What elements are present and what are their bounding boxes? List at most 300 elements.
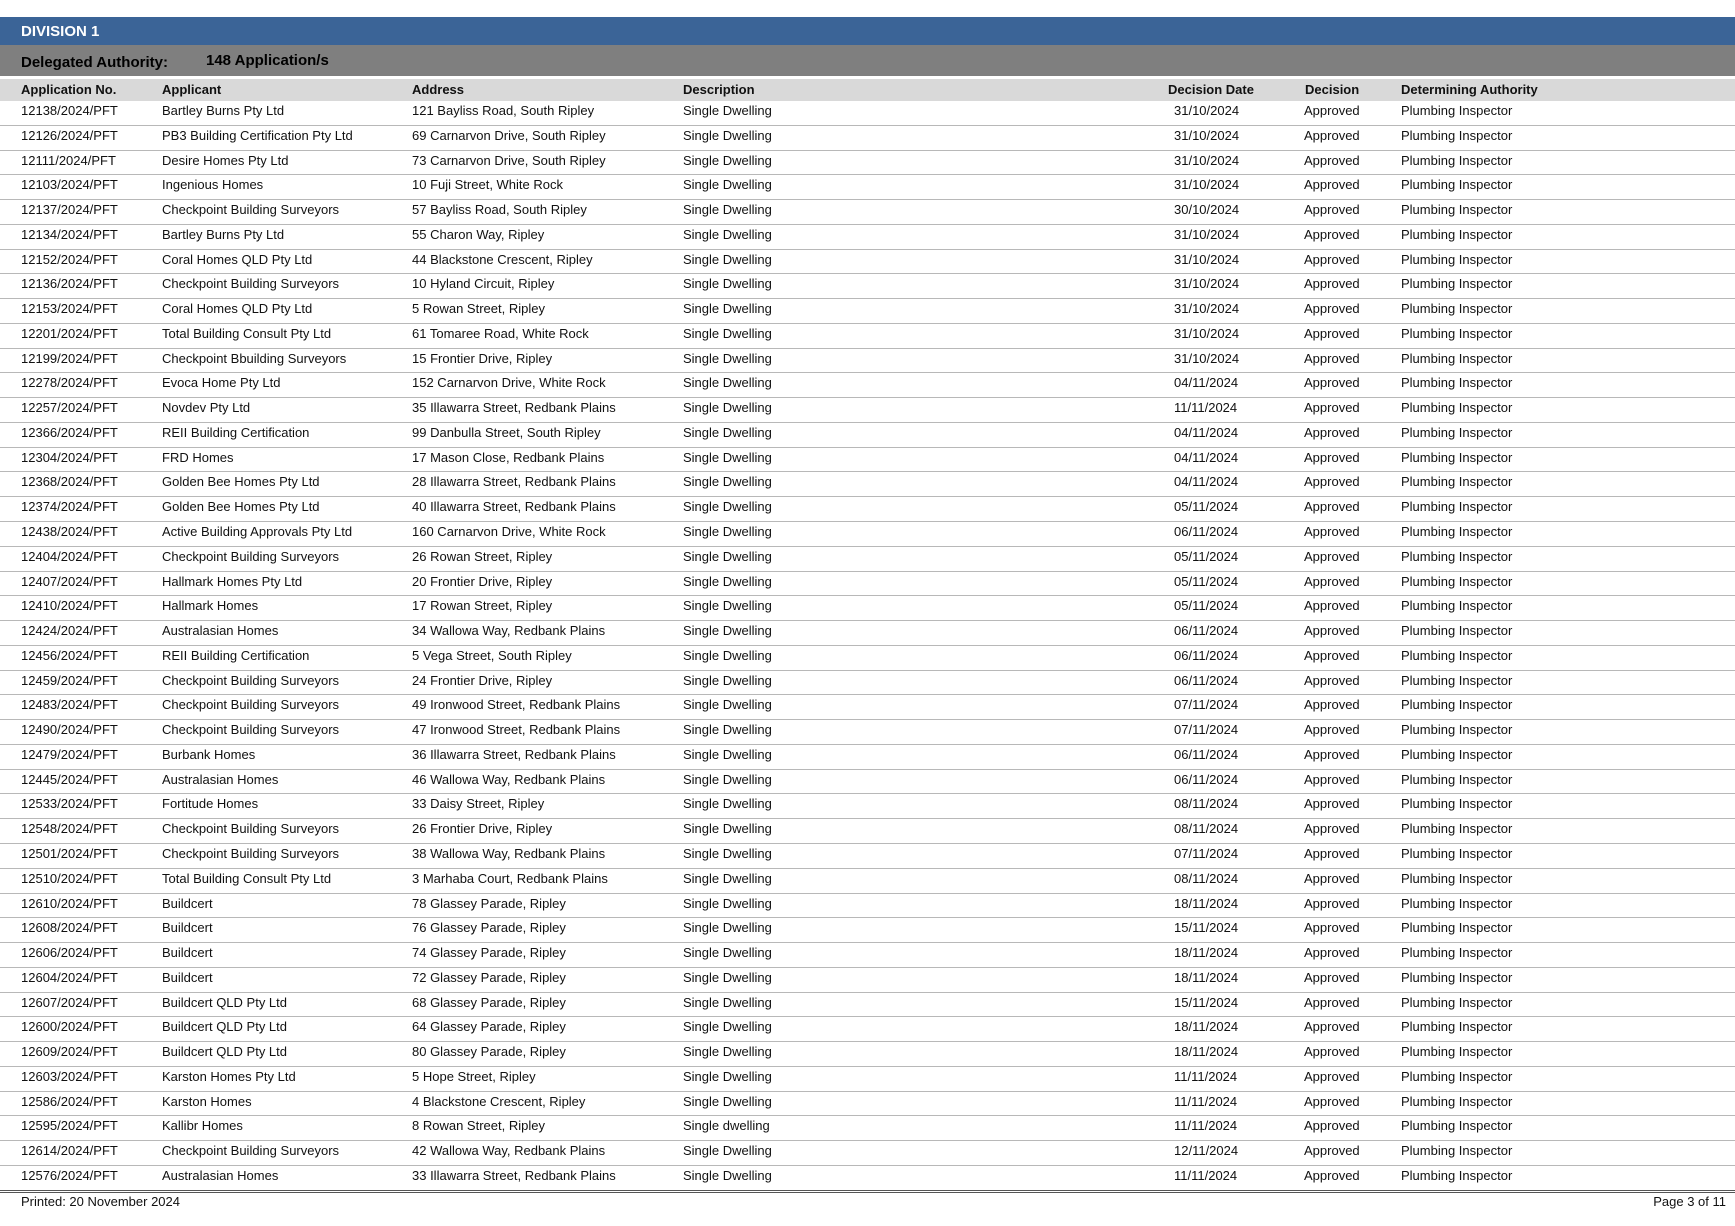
determining-authority-cell: Plumbing Inspector (1401, 969, 1513, 985)
application-no-cell: 12614/2024/PFT (21, 1143, 118, 1159)
description-cell: Single Dwelling (683, 325, 772, 341)
table-row (0, 943, 1735, 968)
decision-date-cell: 08/11/2024 (1174, 821, 1239, 837)
applicant-cell: Australasian Homes (162, 1167, 279, 1183)
address-cell: 99 Danbulla Street, South Ripley (412, 424, 601, 440)
applicant-cell: Active Building Approvals Pty Ltd (162, 524, 353, 540)
address-cell: 5 Vega Street, South Ripley (412, 647, 572, 663)
table-row (0, 250, 1735, 275)
description-cell: Single Dwelling (683, 449, 772, 465)
determining-authority-cell: Plumbing Inspector (1401, 400, 1513, 416)
description-cell: Single Dwelling (683, 1143, 772, 1159)
determining-authority-cell: Plumbing Inspector (1401, 449, 1513, 465)
description-cell: Single Dwelling (683, 746, 772, 762)
determining-authority-cell: Plumbing Inspector (1401, 350, 1513, 366)
table-row (0, 299, 1735, 324)
table-row (0, 1141, 1735, 1166)
decision-cell: Approved (1304, 796, 1360, 812)
address-cell: 152 Carnarvon Drive, White Rock (412, 375, 606, 391)
determining-authority-cell: Plumbing Inspector (1401, 1167, 1513, 1183)
determining-authority-cell: Plumbing Inspector (1401, 177, 1513, 193)
application-no-cell: 12483/2024/PFT (21, 697, 118, 713)
table-row (0, 572, 1735, 597)
description-cell: Single Dwelling (683, 945, 772, 961)
applicant-cell: Fortitude Homes (162, 796, 259, 812)
determining-authority-cell: Plumbing Inspector (1401, 920, 1513, 936)
decision-date-cell: 06/11/2024 (1174, 647, 1239, 663)
decision-date-cell: 31/10/2024 (1174, 152, 1240, 168)
decision-date-cell: 31/10/2024 (1174, 226, 1240, 242)
decision-cell: Approved (1304, 350, 1360, 366)
application-no-cell: 12606/2024/PFT (21, 945, 118, 961)
column-header-address: Address (412, 82, 465, 97)
description-cell: Single Dwelling (683, 771, 772, 787)
application-no-cell: 12608/2024/PFT (21, 920, 118, 936)
address-cell: 121 Bayliss Road, South Ripley (412, 103, 595, 118)
determining-authority-cell: Plumbing Inspector (1401, 821, 1513, 837)
delegated-authority-label: Delegated Authority: (21, 54, 168, 71)
decision-date-cell: 06/11/2024 (1174, 771, 1239, 787)
decision-date-cell: 31/10/2024 (1174, 301, 1240, 317)
address-cell: 33 Illawarra Street, Redbank Plains (412, 1167, 616, 1183)
decision-date-cell: 07/11/2024 (1174, 722, 1239, 738)
determining-authority-cell: Plumbing Inspector (1401, 499, 1513, 515)
determining-authority-cell: Plumbing Inspector (1401, 301, 1513, 317)
address-cell: 160 Carnarvon Drive, White Rock (412, 524, 606, 540)
applicant-cell: Buildcert (162, 895, 213, 911)
decision-date-cell: 06/11/2024 (1174, 524, 1239, 540)
address-cell: 3 Marhaba Court, Redbank Plains (412, 870, 608, 886)
determining-authority-cell: Plumbing Inspector (1401, 1093, 1513, 1109)
address-cell: 35 Illawarra Street, Redbank Plains (412, 400, 616, 416)
application-no-cell: 12607/2024/PFT (21, 994, 118, 1010)
applicant-cell: Ingenious Homes (162, 177, 264, 193)
decision-cell: Approved (1304, 400, 1360, 416)
table-row (0, 101, 1735, 126)
decision-cell: Approved (1304, 746, 1360, 762)
determining-authority-cell: Plumbing Inspector (1401, 845, 1513, 861)
address-cell: 5 Hope Street, Ripley (412, 1068, 536, 1084)
application-no-cell: 12368/2024/PFT (21, 474, 118, 490)
table-row (0, 1017, 1735, 1042)
address-cell: 4 Blackstone Crescent, Ripley (412, 1093, 586, 1109)
application-no-cell: 12374/2024/PFT (21, 499, 118, 515)
decision-date-cell: 15/11/2024 (1174, 920, 1239, 936)
applicant-cell: PB3 Building Certification Pty Ltd (162, 127, 353, 143)
footer-divider (0, 1190, 1735, 1191)
application-no-cell: 12304/2024/PFT (21, 449, 118, 465)
determining-authority-cell: Plumbing Inspector (1401, 548, 1513, 564)
table-row (0, 993, 1735, 1018)
applicant-cell: Desire Homes Pty Ltd (162, 152, 289, 168)
table-row (0, 497, 1735, 522)
description-cell: Single Dwelling (683, 920, 772, 936)
table-row (0, 918, 1735, 943)
decision-cell: Approved (1304, 449, 1360, 465)
decision-cell: Approved (1304, 1019, 1360, 1035)
decision-cell: Approved (1304, 375, 1360, 391)
determining-authority-cell: Plumbing Inspector (1401, 524, 1513, 540)
decision-date-cell: 18/11/2024 (1174, 969, 1239, 985)
applicant-cell: Total Building Consult Pty Ltd (162, 870, 332, 886)
decision-cell: Approved (1304, 821, 1360, 837)
table-row (0, 175, 1735, 200)
description-cell: Single Dwelling (683, 598, 772, 614)
address-cell: 17 Rowan Street, Ripley (412, 598, 553, 614)
table-row (0, 1042, 1735, 1067)
address-cell: 10 Hyland Circuit, Ripley (412, 276, 555, 292)
decision-date-cell: 15/11/2024 (1174, 994, 1239, 1010)
table-row (0, 695, 1735, 720)
applicant-cell: Karston Homes (162, 1093, 252, 1109)
decision-cell: Approved (1304, 325, 1360, 341)
decision-date-cell: 11/11/2024 (1174, 1093, 1238, 1109)
table-row (0, 225, 1735, 250)
applicant-cell: Burbank Homes (162, 746, 256, 762)
address-cell: 47 Ironwood Street, Redbank Plains (412, 722, 621, 738)
table-row (0, 621, 1735, 646)
decision-cell: Approved (1304, 524, 1360, 540)
description-cell: Single Dwelling (683, 400, 772, 416)
applicant-cell: Buildcert QLD Pty Ltd (162, 1044, 287, 1060)
application-no-cell: 12445/2024/PFT (21, 771, 118, 787)
decision-date-cell: 11/11/2024 (1174, 1118, 1238, 1134)
column-header-application-no: Application No. (21, 82, 117, 97)
application-no-cell: 12600/2024/PFT (21, 1019, 118, 1035)
decision-cell: Approved (1304, 1044, 1360, 1060)
decision-date-cell: 30/10/2024 (1174, 202, 1240, 218)
table-header (0, 79, 1735, 101)
applicant-cell: Coral Homes QLD Pty Ltd (162, 301, 313, 317)
application-no-cell: 12111/2024/PFT (21, 152, 116, 168)
address-cell: 74 Glassey Parade, Ripley (412, 945, 566, 961)
decision-date-cell: 31/10/2024 (1174, 103, 1240, 118)
decision-cell: Approved (1304, 103, 1360, 118)
applicant-cell: Bartley Burns Pty Ltd (162, 226, 285, 242)
decision-date-cell: 04/11/2024 (1174, 474, 1239, 490)
table-row (0, 200, 1735, 225)
applicant-cell: Hallmark Homes (162, 598, 259, 614)
description-cell: Single Dwelling (683, 499, 772, 515)
determining-authority-cell: Plumbing Inspector (1401, 226, 1513, 242)
description-cell: Single Dwelling (683, 152, 772, 168)
address-cell: 72 Glassey Parade, Ripley (412, 969, 566, 985)
table-row (0, 274, 1735, 299)
decision-date-cell: 18/11/2024 (1174, 895, 1239, 911)
table-row (0, 373, 1735, 398)
decision-date-cell: 06/11/2024 (1174, 672, 1239, 688)
decision-cell: Approved (1304, 1068, 1360, 1084)
table-row (0, 1092, 1735, 1117)
decision-date-cell: 12/11/2024 (1174, 1143, 1239, 1159)
address-cell: 57 Bayliss Road, South Ripley (412, 202, 587, 218)
determining-authority-cell: Plumbing Inspector (1401, 1019, 1513, 1035)
address-cell: 55 Charon Way, Ripley (412, 226, 545, 242)
table-row (0, 423, 1735, 448)
decision-date-cell: 05/11/2024 (1174, 598, 1239, 614)
description-cell: Single Dwelling (683, 177, 772, 193)
applicant-cell: Checkpoint Building Surveyors (162, 276, 340, 292)
decision-date-cell: 18/11/2024 (1174, 945, 1239, 961)
application-no-cell: 12257/2024/PFT (21, 400, 118, 416)
application-no-cell: 12603/2024/PFT (21, 1068, 118, 1084)
decision-cell: Approved (1304, 499, 1360, 515)
decision-date-cell: 11/11/2024 (1174, 400, 1238, 416)
application-no-cell: 12479/2024/PFT (21, 746, 118, 762)
description-cell: Single Dwelling (683, 1167, 772, 1183)
table-row (0, 547, 1735, 572)
decision-date-cell: 31/10/2024 (1174, 127, 1240, 143)
table-row (0, 968, 1735, 993)
description-cell: Single Dwelling (683, 573, 772, 589)
application-no-cell: 12595/2024/PFT (21, 1118, 118, 1134)
applicant-cell: Checkpoint Building Surveyors (162, 722, 340, 738)
description-cell: Single Dwelling (683, 524, 772, 540)
applicant-cell: Total Building Consult Pty Ltd (162, 325, 332, 341)
description-cell: Single Dwelling (683, 350, 772, 366)
decision-cell: Approved (1304, 697, 1360, 713)
applicant-cell: Buildcert QLD Pty Ltd (162, 1019, 287, 1035)
applicant-cell: REII Building Certification (162, 647, 310, 663)
description-cell: Single Dwelling (683, 548, 772, 564)
table-row (0, 819, 1735, 844)
address-cell: 34 Wallowa Way, Redbank Plains (412, 623, 606, 639)
application-no-cell: 12137/2024/PFT (21, 202, 118, 218)
applicant-cell: Checkpoint Building Surveyors (162, 697, 340, 713)
determining-authority-cell: Plumbing Inspector (1401, 152, 1513, 168)
applicant-cell: Golden Bee Homes Pty Ltd (162, 474, 320, 490)
application-no-cell: 12501/2024/PFT (21, 845, 118, 861)
description-cell: Single Dwelling (683, 226, 772, 242)
table-row (0, 844, 1735, 869)
address-cell: 69 Carnarvon Drive, South Ripley (412, 127, 606, 143)
determining-authority-cell: Plumbing Inspector (1401, 623, 1513, 639)
application-no-cell: 12456/2024/PFT (21, 647, 118, 663)
determining-authority-cell: Plumbing Inspector (1401, 722, 1513, 738)
address-cell: 61 Tomaree Road, White Rock (412, 325, 589, 341)
decision-date-cell: 05/11/2024 (1174, 548, 1239, 564)
decision-date-cell: 18/11/2024 (1174, 1019, 1239, 1035)
determining-authority-cell: Plumbing Inspector (1401, 251, 1513, 267)
decision-cell: Approved (1304, 1167, 1360, 1183)
decision-date-cell: 06/11/2024 (1174, 623, 1239, 639)
decision-cell: Approved (1304, 771, 1360, 787)
decision-cell: Approved (1304, 722, 1360, 738)
description-cell: Single Dwelling (683, 1068, 772, 1084)
determining-authority-cell: Plumbing Inspector (1401, 573, 1513, 589)
application-no-cell: 12153/2024/PFT (21, 301, 118, 317)
description-cell: Single Dwelling (683, 969, 772, 985)
determining-authority-cell: Plumbing Inspector (1401, 1118, 1513, 1134)
decision-date-cell: 08/11/2024 (1174, 870, 1239, 886)
decision-cell: Approved (1304, 251, 1360, 267)
applications-table (0, 101, 1735, 1191)
description-cell: Single Dwelling (683, 994, 772, 1010)
address-cell: 15 Frontier Drive, Ripley (412, 350, 553, 366)
description-cell: Single Dwelling (683, 623, 772, 639)
table-row (0, 894, 1735, 919)
application-no-cell: 12604/2024/PFT (21, 969, 118, 985)
description-cell: Single Dwelling (683, 895, 772, 911)
determining-authority-cell: Plumbing Inspector (1401, 672, 1513, 688)
determining-authority-cell: Plumbing Inspector (1401, 103, 1513, 118)
applicant-cell: Golden Bee Homes Pty Ltd (162, 499, 320, 515)
description-cell: Single Dwelling (683, 722, 772, 738)
address-cell: 10 Fuji Street, White Rock (412, 177, 563, 193)
application-no-cell: 12490/2024/PFT (21, 722, 118, 738)
decision-cell: Approved (1304, 598, 1360, 614)
table-row (0, 324, 1735, 349)
applicant-cell: Australasian Homes (162, 623, 279, 639)
decision-date-cell: 18/11/2024 (1174, 1044, 1239, 1060)
application-no-cell: 12510/2024/PFT (21, 870, 118, 886)
description-cell: Single Dwelling (683, 251, 772, 267)
table-row (0, 472, 1735, 497)
application-no-cell: 12404/2024/PFT (21, 548, 118, 564)
application-no-cell: 12576/2024/PFT (21, 1167, 118, 1183)
description-cell: Single Dwelling (683, 474, 772, 490)
determining-authority-cell: Plumbing Inspector (1401, 1143, 1513, 1159)
column-header-description: Description (683, 82, 755, 97)
table-row (0, 151, 1735, 176)
decision-date-cell: 04/11/2024 (1174, 375, 1239, 391)
applicant-cell: Novdev Pty Ltd (162, 400, 251, 416)
table-row (0, 671, 1735, 696)
description-cell: Single Dwelling (683, 870, 772, 886)
decision-cell: Approved (1304, 845, 1360, 861)
determining-authority-cell: Plumbing Inspector (1401, 895, 1513, 911)
address-cell: 26 Frontier Drive, Ripley (412, 821, 553, 837)
address-cell: 8 Rowan Street, Ripley (412, 1118, 545, 1134)
decision-cell: Approved (1304, 969, 1360, 985)
table-row (0, 720, 1735, 745)
description-cell: Single Dwelling (683, 202, 772, 218)
page-number: Page 3 of 11 (1653, 1194, 1726, 1209)
table-row (0, 349, 1735, 374)
applicant-cell: Checkpoint Building Surveyors (162, 845, 340, 861)
applicant-cell: Karston Homes Pty Ltd (162, 1068, 296, 1084)
description-cell: Single Dwelling (683, 375, 772, 391)
column-header-applicant: Applicant (162, 82, 222, 97)
address-cell: 28 Illawarra Street, Redbank Plains (412, 474, 616, 490)
applicant-cell: Kallibr Homes (162, 1118, 243, 1134)
address-cell: 36 Illawarra Street, Redbank Plains (412, 746, 616, 762)
decision-date-cell: 05/11/2024 (1174, 573, 1239, 589)
determining-authority-cell: Plumbing Inspector (1401, 598, 1513, 614)
determining-authority-cell: Plumbing Inspector (1401, 697, 1513, 713)
division-header (0, 17, 1735, 45)
table-row (0, 745, 1735, 770)
description-cell: Single Dwelling (683, 672, 772, 688)
address-cell: 76 Glassey Parade, Ripley (412, 920, 566, 936)
decision-date-cell: 11/11/2024 (1174, 1167, 1238, 1183)
table-row (0, 646, 1735, 671)
address-cell: 46 Wallowa Way, Redbank Plains (412, 771, 606, 787)
application-no-cell: 12152/2024/PFT (21, 251, 118, 267)
applicant-cell: Checkpoint Building Surveyors (162, 202, 340, 218)
applicant-cell: Checkpoint Bbuilding Surveyors (162, 350, 347, 366)
application-count: 148 Application/s (206, 52, 329, 69)
applicant-cell: Evoca Home Pty Ltd (162, 375, 281, 391)
applicant-cell: Buildcert (162, 945, 213, 961)
decision-cell: Approved (1304, 1093, 1360, 1109)
decision-date-cell: 31/10/2024 (1174, 325, 1240, 341)
application-no-cell: 12126/2024/PFT (21, 127, 118, 143)
printed-date: Printed: 20 November 2024 (21, 1194, 180, 1209)
description-cell: Single Dwelling (683, 1093, 772, 1109)
application-no-cell: 12199/2024/PFT (21, 350, 118, 366)
decision-date-cell: 05/11/2024 (1174, 499, 1239, 515)
footer-divider (0, 1192, 1735, 1193)
description-cell: Single Dwelling (683, 276, 772, 292)
applicant-cell: Checkpoint Building Surveyors (162, 548, 340, 564)
decision-cell: Approved (1304, 152, 1360, 168)
description-cell: Single Dwelling (683, 301, 772, 317)
decision-cell: Approved (1304, 1143, 1360, 1159)
table-row (0, 398, 1735, 423)
applicant-cell: FRD Homes (162, 449, 234, 465)
address-cell: 26 Rowan Street, Ripley (412, 548, 553, 564)
table-row (0, 522, 1735, 547)
description-cell: Single Dwelling (683, 103, 772, 118)
delegated-authority-bar (0, 45, 1735, 76)
description-cell: Single Dwelling (683, 1019, 772, 1035)
table-row (0, 770, 1735, 795)
determining-authority-cell: Plumbing Inspector (1401, 424, 1513, 440)
applicant-cell: Buildcert (162, 969, 213, 985)
address-cell: 49 Ironwood Street, Redbank Plains (412, 697, 621, 713)
address-cell: 33 Daisy Street, Ripley (412, 796, 545, 812)
decision-cell: Approved (1304, 301, 1360, 317)
description-cell: Single Dwelling (683, 1044, 772, 1060)
column-header-decision: Decision (1305, 82, 1360, 97)
application-no-cell: 12610/2024/PFT (21, 895, 118, 911)
decision-cell: Approved (1304, 623, 1360, 639)
address-cell: 68 Glassey Parade, Ripley (412, 994, 566, 1010)
column-header-determining-authority: Determining Authority (1401, 82, 1538, 97)
applicant-cell: Buildcert (162, 920, 213, 936)
decision-cell: Approved (1304, 424, 1360, 440)
application-no-cell: 12366/2024/PFT (21, 424, 118, 440)
decision-cell: Approved (1304, 647, 1360, 663)
decision-cell: Approved (1304, 177, 1360, 193)
division-title: DIVISION 1 (21, 22, 100, 40)
determining-authority-cell: Plumbing Inspector (1401, 127, 1513, 143)
determining-authority-cell: Plumbing Inspector (1401, 796, 1513, 812)
applicant-cell: Checkpoint Building Surveyors (162, 672, 340, 688)
application-no-cell: 12138/2024/PFT (21, 103, 118, 118)
address-cell: 73 Carnarvon Drive, South Ripley (412, 152, 606, 168)
table-row (0, 1067, 1735, 1092)
application-no-cell: 12410/2024/PFT (21, 598, 118, 614)
table-row (0, 448, 1735, 473)
decision-cell: Approved (1304, 474, 1360, 490)
description-cell: Single Dwelling (683, 697, 772, 713)
table-row (0, 1166, 1735, 1191)
table-row (0, 1116, 1735, 1141)
determining-authority-cell: Plumbing Inspector (1401, 276, 1513, 292)
determining-authority-cell: Plumbing Inspector (1401, 647, 1513, 663)
decision-cell: Approved (1304, 672, 1360, 688)
determining-authority-cell: Plumbing Inspector (1401, 994, 1513, 1010)
decision-date-cell: 07/11/2024 (1174, 845, 1239, 861)
description-cell: Single Dwelling (683, 845, 772, 861)
column-header-decision-date: Decision Date (1168, 82, 1254, 97)
application-no-cell: 12609/2024/PFT (21, 1044, 118, 1060)
description-cell: Single dwelling (683, 1118, 770, 1134)
table-row (0, 869, 1735, 894)
decision-cell: Approved (1304, 945, 1360, 961)
